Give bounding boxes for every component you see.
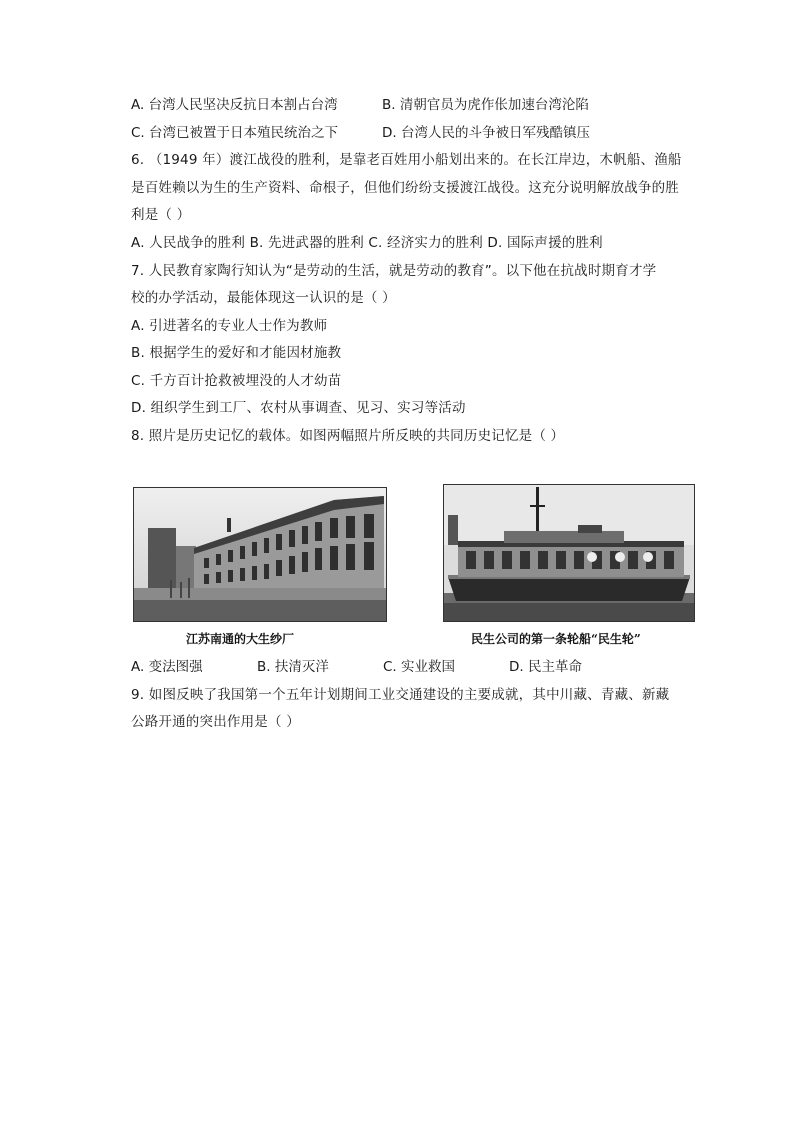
q9-stem-line2: 公路开通的突出作用是（ ） bbox=[131, 714, 300, 730]
factory-photo bbox=[133, 487, 387, 622]
q5-option-b: B. 清朝官员为虎作伥加速台湾沦陷 bbox=[382, 97, 589, 113]
q8-option-a: A. 变法图强 bbox=[131, 659, 203, 675]
q8-option-c: C. 实业救国 bbox=[383, 659, 456, 675]
q8-option-d: D. 民主革命 bbox=[509, 659, 582, 675]
q6-options: A. 人民战争的胜利 B. 先进武器的胜利 C. 经济实力的胜利 D. 国际声援的胜利 bbox=[131, 235, 603, 251]
q7-option-d: D. 组织学生到工厂、农村从事调查、见习、实习等活动 bbox=[131, 400, 466, 416]
q6-stem-line1: 6. （1949 年）渡江战役的胜利，是靠老百姓用小船划出来的。在长江岸边，木帆船、渔船 bbox=[131, 152, 682, 168]
q7-stem-line1: 7. 人民教育家陶行知认为“是劳动的生活，就是劳动的教育”。以下他在抗战时期育才学 bbox=[131, 263, 657, 279]
steamship-photo bbox=[443, 484, 695, 622]
q5-option-a: A. 台湾人民坚决反抗日本割占台湾 bbox=[131, 97, 338, 113]
q8-stem: 8. 照片是历史记忆的载体。如图两幅照片所反映的共同历史记忆是（ ） bbox=[131, 428, 565, 444]
q6-stem-line3: 利是（ ） bbox=[131, 207, 191, 223]
q7-option-c: C. 千方百计抢救被埋没的人才幼苗 bbox=[131, 373, 342, 389]
q7-stem-line2: 校的办学活动，最能体现这一认识的是（ ） bbox=[131, 290, 396, 306]
steamship-caption: 民生公司的第一条轮船“民生轮” bbox=[471, 632, 641, 646]
q7-option-b: B. 根据学生的爱好和才能因材施教 bbox=[131, 345, 342, 361]
q7-option-a: A. 引进著名的专业人士作为教师 bbox=[131, 318, 328, 334]
q8-option-b: B. 扶清灭洋 bbox=[257, 659, 329, 675]
q5-option-d: D. 台湾人民的斗争被日军残酷镇压 bbox=[382, 125, 590, 141]
q6-stem-line2: 是百姓赖以为生的生产资料、命根子，但他们纷纷支援渡江战役。这充分说明解放战争的胜 bbox=[131, 180, 679, 196]
q9-stem-line1: 9. 如图反映了我国第一个五年计划期间工业交通建设的主要成就，其中川藏、青藏、新藏 bbox=[131, 687, 670, 703]
q5-option-c: C. 台湾已被置于日本殖民统治之下 bbox=[131, 125, 339, 141]
factory-caption: 江苏南通的大生纱厂 bbox=[186, 632, 295, 646]
